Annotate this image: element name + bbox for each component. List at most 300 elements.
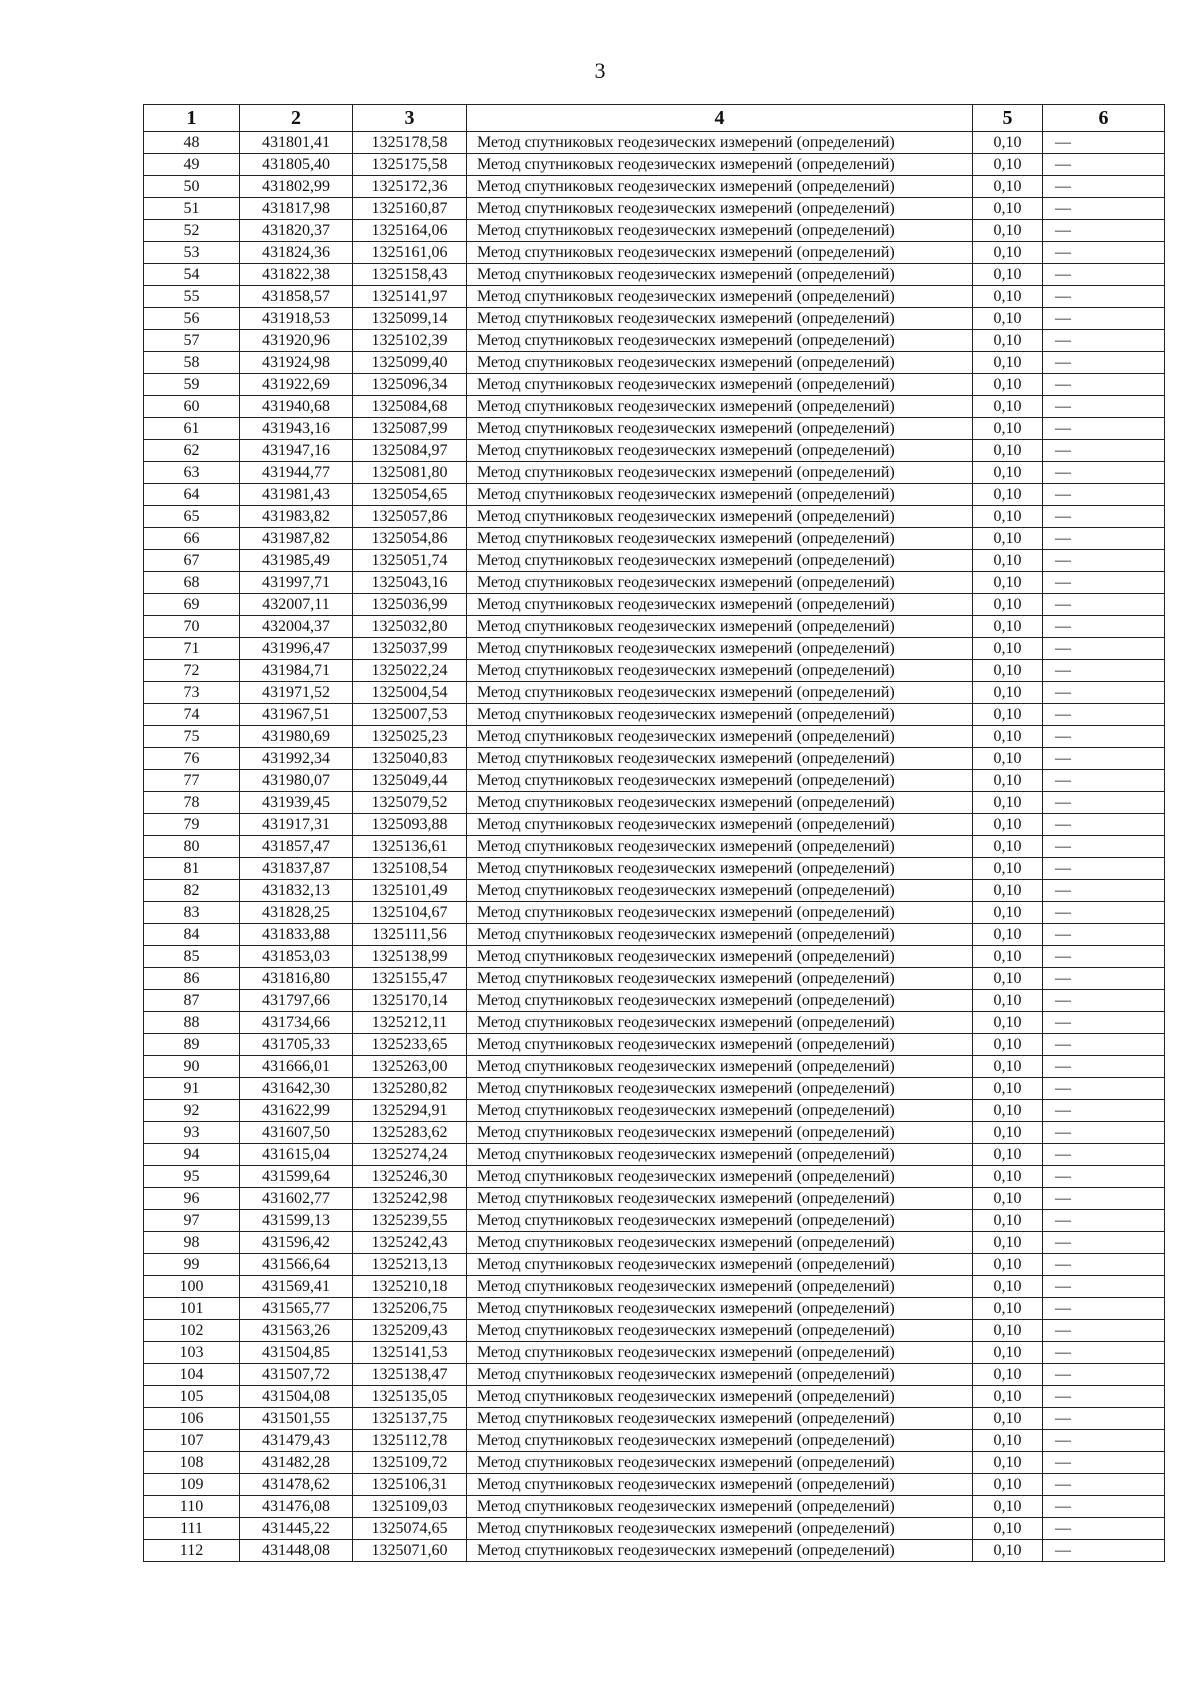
- accuracy-cell: 0,10: [973, 1518, 1043, 1540]
- method-cell: Метод спутниковых геодезических измерений (определений): [467, 924, 973, 946]
- x-coordinate-cell: 431858,57: [240, 286, 353, 308]
- description-cell: —: [1043, 528, 1165, 550]
- accuracy-cell: 0,10: [973, 902, 1043, 924]
- point-number-cell: 107: [144, 1430, 240, 1452]
- table-row: [144, 220, 1165, 242]
- point-number-cell: 48: [144, 132, 240, 154]
- accuracy-cell: 0,10: [973, 396, 1043, 418]
- accuracy-cell: 0,10: [973, 550, 1043, 572]
- accuracy-cell: 0,10: [973, 440, 1043, 462]
- y-coordinate-cell: 1325101,49: [353, 880, 467, 902]
- accuracy-cell: 0,10: [973, 1474, 1043, 1496]
- x-coordinate-cell: 431922,69: [240, 374, 353, 396]
- table-row: [144, 638, 1165, 660]
- description-cell: —: [1043, 990, 1165, 1012]
- point-number-cell: 109: [144, 1474, 240, 1496]
- description-cell: —: [1043, 154, 1165, 176]
- x-coordinate-cell: 431980,69: [240, 726, 353, 748]
- method-cell: Метод спутниковых геодезических измерений (определений): [467, 286, 973, 308]
- point-number-cell: 112: [144, 1540, 240, 1562]
- x-coordinate-cell: 431504,08: [240, 1386, 353, 1408]
- description-cell: —: [1043, 572, 1165, 594]
- description-cell: —: [1043, 726, 1165, 748]
- y-coordinate-cell: 1325096,34: [353, 374, 467, 396]
- x-coordinate-cell: 431857,47: [240, 836, 353, 858]
- y-coordinate-cell: 1325057,86: [353, 506, 467, 528]
- point-number-cell: 60: [144, 396, 240, 418]
- table-row: [144, 374, 1165, 396]
- method-cell: Метод спутниковых геодезических измерений (определений): [467, 594, 973, 616]
- description-cell: —: [1043, 1298, 1165, 1320]
- y-coordinate-cell: 1325155,47: [353, 968, 467, 990]
- point-number-cell: 52: [144, 220, 240, 242]
- method-cell: Метод спутниковых геодезических измерений (определений): [467, 858, 973, 880]
- description-cell: —: [1043, 1012, 1165, 1034]
- description-cell: —: [1043, 1386, 1165, 1408]
- table-row: [144, 660, 1165, 682]
- point-number-cell: 63: [144, 462, 240, 484]
- accuracy-cell: 0,10: [973, 1342, 1043, 1364]
- table-row: [144, 440, 1165, 462]
- point-number-cell: 105: [144, 1386, 240, 1408]
- accuracy-cell: 0,10: [973, 1408, 1043, 1430]
- point-number-cell: 73: [144, 682, 240, 704]
- description-cell: —: [1043, 616, 1165, 638]
- point-number-cell: 64: [144, 484, 240, 506]
- point-number-cell: 81: [144, 858, 240, 880]
- description-cell: —: [1043, 1518, 1165, 1540]
- y-coordinate-cell: 1325242,43: [353, 1232, 467, 1254]
- y-coordinate-cell: 1325084,97: [353, 440, 467, 462]
- accuracy-cell: 0,10: [973, 836, 1043, 858]
- table-row: [144, 1034, 1165, 1056]
- description-cell: —: [1043, 1210, 1165, 1232]
- accuracy-cell: 0,10: [973, 286, 1043, 308]
- description-cell: —: [1043, 770, 1165, 792]
- y-coordinate-cell: 1325138,47: [353, 1364, 467, 1386]
- table-row: [144, 242, 1165, 264]
- x-coordinate-cell: 431816,80: [240, 968, 353, 990]
- x-coordinate-cell: 431833,88: [240, 924, 353, 946]
- y-coordinate-cell: 1325111,56: [353, 924, 467, 946]
- description-cell: —: [1043, 220, 1165, 242]
- point-number-cell: 74: [144, 704, 240, 726]
- accuracy-cell: 0,10: [973, 1430, 1043, 1452]
- x-coordinate-cell: 431501,55: [240, 1408, 353, 1430]
- method-cell: Метод спутниковых геодезических измерений (определений): [467, 1364, 973, 1386]
- accuracy-cell: 0,10: [973, 1122, 1043, 1144]
- x-coordinate-cell: 431943,16: [240, 418, 353, 440]
- y-coordinate-cell: 1325036,99: [353, 594, 467, 616]
- description-cell: —: [1043, 1364, 1165, 1386]
- x-coordinate-cell: 431828,25: [240, 902, 353, 924]
- x-coordinate-cell: 431482,28: [240, 1452, 353, 1474]
- method-cell: Метод спутниковых геодезических измерений (определений): [467, 1210, 973, 1232]
- point-number-cell: 92: [144, 1100, 240, 1122]
- y-coordinate-cell: 1325210,18: [353, 1276, 467, 1298]
- table-row: [144, 308, 1165, 330]
- table-row: [144, 792, 1165, 814]
- method-cell: Метод спутниковых геодезических измерений (определений): [467, 1012, 973, 1034]
- table-row: [144, 1100, 1165, 1122]
- x-coordinate-cell: 431797,66: [240, 990, 353, 1012]
- y-coordinate-cell: 1325274,24: [353, 1144, 467, 1166]
- x-coordinate-cell: 431504,85: [240, 1342, 353, 1364]
- accuracy-cell: 0,10: [973, 880, 1043, 902]
- method-cell: Метод спутниковых геодезических измерений (определений): [467, 528, 973, 550]
- x-coordinate-cell: 431944,77: [240, 462, 353, 484]
- description-cell: —: [1043, 858, 1165, 880]
- point-number-cell: 106: [144, 1408, 240, 1430]
- accuracy-cell: 0,10: [973, 176, 1043, 198]
- x-coordinate-cell: 431996,47: [240, 638, 353, 660]
- table-body: [144, 132, 1165, 1562]
- table-row: [144, 198, 1165, 220]
- point-number-cell: 71: [144, 638, 240, 660]
- method-cell: Метод спутниковых геодезических измерений (определений): [467, 440, 973, 462]
- description-cell: —: [1043, 660, 1165, 682]
- y-coordinate-cell: 1325084,68: [353, 396, 467, 418]
- description-cell: —: [1043, 1540, 1165, 1562]
- table-row: [144, 1518, 1165, 1540]
- description-cell: —: [1043, 462, 1165, 484]
- x-coordinate-cell: 431940,68: [240, 396, 353, 418]
- x-coordinate-cell: 431566,64: [240, 1254, 353, 1276]
- y-coordinate-cell: 1325209,43: [353, 1320, 467, 1342]
- accuracy-cell: 0,10: [973, 1210, 1043, 1232]
- table-row: [144, 1430, 1165, 1452]
- accuracy-cell: 0,10: [973, 242, 1043, 264]
- x-coordinate-cell: 431983,82: [240, 506, 353, 528]
- table-row: [144, 990, 1165, 1012]
- table-row: [144, 836, 1165, 858]
- point-number-cell: 101: [144, 1298, 240, 1320]
- point-number-cell: 68: [144, 572, 240, 594]
- point-number-cell: 104: [144, 1364, 240, 1386]
- accuracy-cell: 0,10: [973, 814, 1043, 836]
- y-coordinate-cell: 1325246,30: [353, 1166, 467, 1188]
- accuracy-cell: 0,10: [973, 704, 1043, 726]
- description-cell: —: [1043, 594, 1165, 616]
- accuracy-cell: 0,10: [973, 1364, 1043, 1386]
- point-number-cell: 90: [144, 1056, 240, 1078]
- method-cell: Метод спутниковых геодезических измерений (определений): [467, 1254, 973, 1276]
- point-number-cell: 82: [144, 880, 240, 902]
- point-number-cell: 55: [144, 286, 240, 308]
- y-coordinate-cell: 1325099,14: [353, 308, 467, 330]
- method-cell: Метод спутниковых геодезических измерений (определений): [467, 572, 973, 594]
- method-cell: Метод спутниковых геодезических измерений (определений): [467, 550, 973, 572]
- y-coordinate-cell: 1325178,58: [353, 132, 467, 154]
- description-cell: —: [1043, 1100, 1165, 1122]
- point-number-cell: 84: [144, 924, 240, 946]
- y-coordinate-cell: 1325037,99: [353, 638, 467, 660]
- accuracy-cell: 0,10: [973, 770, 1043, 792]
- description-cell: —: [1043, 352, 1165, 374]
- method-cell: Метод спутниковых геодезических измерений (определений): [467, 308, 973, 330]
- table-row: [144, 1342, 1165, 1364]
- point-number-cell: 100: [144, 1276, 240, 1298]
- y-coordinate-cell: 1325212,11: [353, 1012, 467, 1034]
- method-cell: Метод спутниковых геодезических измерений (определений): [467, 264, 973, 286]
- description-cell: —: [1043, 1232, 1165, 1254]
- accuracy-cell: 0,10: [973, 594, 1043, 616]
- method-cell: Метод спутниковых геодезических измерений (определений): [467, 792, 973, 814]
- x-coordinate-cell: 431448,08: [240, 1540, 353, 1562]
- point-number-cell: 102: [144, 1320, 240, 1342]
- y-coordinate-cell: 1325141,53: [353, 1342, 467, 1364]
- method-cell: Метод спутниковых геодезических измерений (определений): [467, 352, 973, 374]
- method-cell: Метод спутниковых геодезических измерений (определений): [467, 638, 973, 660]
- table-row: [144, 286, 1165, 308]
- description-cell: —: [1043, 132, 1165, 154]
- x-coordinate-cell: 431822,38: [240, 264, 353, 286]
- x-coordinate-cell: 431599,64: [240, 1166, 353, 1188]
- point-number-cell: 56: [144, 308, 240, 330]
- x-coordinate-cell: 431805,40: [240, 154, 353, 176]
- method-cell: Метод спутниковых геодезических измерений (определений): [467, 1452, 973, 1474]
- table-row: [144, 1386, 1165, 1408]
- y-coordinate-cell: 1325071,60: [353, 1540, 467, 1562]
- table-row: [144, 946, 1165, 968]
- point-number-cell: 97: [144, 1210, 240, 1232]
- point-number-cell: 54: [144, 264, 240, 286]
- table-row: [144, 1540, 1165, 1562]
- y-coordinate-cell: 1325104,67: [353, 902, 467, 924]
- description-cell: —: [1043, 418, 1165, 440]
- accuracy-cell: 0,10: [973, 352, 1043, 374]
- y-coordinate-cell: 1325136,61: [353, 836, 467, 858]
- method-cell: Метод спутниковых геодезических измерений (определений): [467, 1166, 973, 1188]
- header-col-3: 3: [353, 105, 467, 132]
- description-cell: —: [1043, 682, 1165, 704]
- accuracy-cell: 0,10: [973, 946, 1043, 968]
- table-row: [144, 616, 1165, 638]
- y-coordinate-cell: 1325109,03: [353, 1496, 467, 1518]
- point-number-cell: 85: [144, 946, 240, 968]
- y-coordinate-cell: 1325102,39: [353, 330, 467, 352]
- x-coordinate-cell: 431507,72: [240, 1364, 353, 1386]
- description-cell: —: [1043, 1078, 1165, 1100]
- description-cell: —: [1043, 506, 1165, 528]
- method-cell: Метод спутниковых геодезических измерений (определений): [467, 132, 973, 154]
- accuracy-cell: 0,10: [973, 792, 1043, 814]
- method-cell: Метод спутниковых геодезических измерений (определений): [467, 154, 973, 176]
- description-cell: —: [1043, 440, 1165, 462]
- accuracy-cell: 0,10: [973, 682, 1043, 704]
- table-row: [144, 1496, 1165, 1518]
- method-cell: Метод спутниковых геодезических измерений (определений): [467, 484, 973, 506]
- method-cell: Метод спутниковых геодезических измерений (определений): [467, 1144, 973, 1166]
- point-number-cell: 89: [144, 1034, 240, 1056]
- header-col-4: 4: [467, 105, 973, 132]
- y-coordinate-cell: 1325007,53: [353, 704, 467, 726]
- method-cell: Метод спутниковых геодезических измерений (определений): [467, 748, 973, 770]
- y-coordinate-cell: 1325032,80: [353, 616, 467, 638]
- table-row: [144, 1166, 1165, 1188]
- point-number-cell: 49: [144, 154, 240, 176]
- description-cell: —: [1043, 968, 1165, 990]
- y-coordinate-cell: 1325054,86: [353, 528, 467, 550]
- table-row: [144, 858, 1165, 880]
- method-cell: Метод спутниковых геодезических измерений (определений): [467, 1078, 973, 1100]
- description-cell: —: [1043, 176, 1165, 198]
- point-number-cell: 88: [144, 1012, 240, 1034]
- method-cell: Метод спутниковых геодезических измерений (определений): [467, 506, 973, 528]
- table-row: [144, 1276, 1165, 1298]
- y-coordinate-cell: 1325109,72: [353, 1452, 467, 1474]
- description-cell: —: [1043, 902, 1165, 924]
- table-row: [144, 1452, 1165, 1474]
- method-cell: Метод спутниковых геодезических измерений (определений): [467, 1430, 973, 1452]
- description-cell: —: [1043, 1430, 1165, 1452]
- description-cell: —: [1043, 1452, 1165, 1474]
- table-row: [144, 1188, 1165, 1210]
- y-coordinate-cell: 1325137,75: [353, 1408, 467, 1430]
- y-coordinate-cell: 1325263,00: [353, 1056, 467, 1078]
- description-cell: —: [1043, 880, 1165, 902]
- y-coordinate-cell: 1325170,14: [353, 990, 467, 1012]
- x-coordinate-cell: 431947,16: [240, 440, 353, 462]
- y-coordinate-cell: 1325164,06: [353, 220, 467, 242]
- y-coordinate-cell: 1325040,83: [353, 748, 467, 770]
- description-cell: —: [1043, 308, 1165, 330]
- point-number-cell: 110: [144, 1496, 240, 1518]
- coordinates-table: [143, 104, 1165, 1562]
- y-coordinate-cell: 1325079,52: [353, 792, 467, 814]
- description-cell: —: [1043, 286, 1165, 308]
- accuracy-cell: 0,10: [973, 726, 1043, 748]
- y-coordinate-cell: 1325160,87: [353, 198, 467, 220]
- description-cell: —: [1043, 1474, 1165, 1496]
- description-cell: —: [1043, 704, 1165, 726]
- point-number-cell: 76: [144, 748, 240, 770]
- y-coordinate-cell: 1325206,75: [353, 1298, 467, 1320]
- x-coordinate-cell: 431599,13: [240, 1210, 353, 1232]
- table-row: [144, 506, 1165, 528]
- point-number-cell: 58: [144, 352, 240, 374]
- header-col-6: 6: [1043, 105, 1165, 132]
- point-number-cell: 95: [144, 1166, 240, 1188]
- method-cell: Метод спутниковых геодезических измерений (определений): [467, 1056, 973, 1078]
- y-coordinate-cell: 1325283,62: [353, 1122, 467, 1144]
- method-cell: Метод спутниковых геодезических измерений (определений): [467, 1540, 973, 1562]
- accuracy-cell: 0,10: [973, 660, 1043, 682]
- x-coordinate-cell: 431853,03: [240, 946, 353, 968]
- table-row: [144, 594, 1165, 616]
- table-row: [144, 682, 1165, 704]
- point-number-cell: 50: [144, 176, 240, 198]
- description-cell: —: [1043, 330, 1165, 352]
- description-cell: —: [1043, 1276, 1165, 1298]
- description-cell: —: [1043, 1342, 1165, 1364]
- accuracy-cell: 0,10: [973, 462, 1043, 484]
- x-coordinate-cell: 431997,71: [240, 572, 353, 594]
- accuracy-cell: 0,10: [973, 484, 1043, 506]
- point-number-cell: 59: [144, 374, 240, 396]
- x-coordinate-cell: 431666,01: [240, 1056, 353, 1078]
- method-cell: Метод спутниковых геодезических измерений (определений): [467, 660, 973, 682]
- x-coordinate-cell: 431622,99: [240, 1100, 353, 1122]
- accuracy-cell: 0,10: [973, 1298, 1043, 1320]
- table-row: [144, 484, 1165, 506]
- table-row: [144, 1012, 1165, 1034]
- table-row: [144, 726, 1165, 748]
- method-cell: Метод спутниковых геодезических измерений (определений): [467, 946, 973, 968]
- table-row: [144, 572, 1165, 594]
- method-cell: Метод спутниковых геодезических измерений (определений): [467, 1122, 973, 1144]
- x-coordinate-cell: 431445,22: [240, 1518, 353, 1540]
- point-number-cell: 72: [144, 660, 240, 682]
- table-row: [144, 176, 1165, 198]
- table-row: [144, 704, 1165, 726]
- point-number-cell: 51: [144, 198, 240, 220]
- y-coordinate-cell: 1325141,97: [353, 286, 467, 308]
- y-coordinate-cell: 1325093,88: [353, 814, 467, 836]
- point-number-cell: 78: [144, 792, 240, 814]
- description-cell: —: [1043, 1254, 1165, 1276]
- accuracy-cell: 0,10: [973, 1188, 1043, 1210]
- point-number-cell: 65: [144, 506, 240, 528]
- method-cell: Метод спутниковых геодезических измерений (определений): [467, 1298, 973, 1320]
- header-col-5: 5: [973, 105, 1043, 132]
- x-coordinate-cell: 432004,37: [240, 616, 353, 638]
- y-coordinate-cell: 1325280,82: [353, 1078, 467, 1100]
- accuracy-cell: 0,10: [973, 506, 1043, 528]
- method-cell: Метод спутниковых геодезических измерений (определений): [467, 880, 973, 902]
- accuracy-cell: 0,10: [973, 132, 1043, 154]
- y-coordinate-cell: 1325158,43: [353, 264, 467, 286]
- description-cell: —: [1043, 1166, 1165, 1188]
- x-coordinate-cell: 431569,41: [240, 1276, 353, 1298]
- point-number-cell: 67: [144, 550, 240, 572]
- x-coordinate-cell: 431734,66: [240, 1012, 353, 1034]
- y-coordinate-cell: 1325043,16: [353, 572, 467, 594]
- header-col-2: 2: [240, 105, 353, 132]
- description-cell: —: [1043, 924, 1165, 946]
- accuracy-cell: 0,10: [973, 528, 1043, 550]
- x-coordinate-cell: 431971,52: [240, 682, 353, 704]
- y-coordinate-cell: 1325049,44: [353, 770, 467, 792]
- description-cell: —: [1043, 1408, 1165, 1430]
- accuracy-cell: 0,10: [973, 198, 1043, 220]
- table-row: [144, 1232, 1165, 1254]
- description-cell: —: [1043, 242, 1165, 264]
- description-cell: —: [1043, 836, 1165, 858]
- description-cell: —: [1043, 1496, 1165, 1518]
- point-number-cell: 103: [144, 1342, 240, 1364]
- point-number-cell: 53: [144, 242, 240, 264]
- method-cell: Метод спутниковых геодезических измерений (определений): [467, 198, 973, 220]
- description-cell: —: [1043, 1034, 1165, 1056]
- method-cell: Метод спутниковых геодезических измерений (определений): [467, 836, 973, 858]
- method-cell: Метод спутниковых геодезических измерений (определений): [467, 242, 973, 264]
- accuracy-cell: 0,10: [973, 154, 1043, 176]
- method-cell: Метод спутниковых геодезических измерений (определений): [467, 770, 973, 792]
- x-coordinate-cell: 431992,34: [240, 748, 353, 770]
- method-cell: Метод спутниковых геодезических измерений (определений): [467, 1276, 973, 1298]
- accuracy-cell: 0,10: [973, 1276, 1043, 1298]
- accuracy-cell: 0,10: [973, 1254, 1043, 1276]
- x-coordinate-cell: 431924,98: [240, 352, 353, 374]
- x-coordinate-cell: 431917,31: [240, 814, 353, 836]
- accuracy-cell: 0,10: [973, 1012, 1043, 1034]
- accuracy-cell: 0,10: [973, 1100, 1043, 1122]
- y-coordinate-cell: 1325099,40: [353, 352, 467, 374]
- y-coordinate-cell: 1325051,74: [353, 550, 467, 572]
- point-number-cell: 61: [144, 418, 240, 440]
- point-number-cell: 99: [144, 1254, 240, 1276]
